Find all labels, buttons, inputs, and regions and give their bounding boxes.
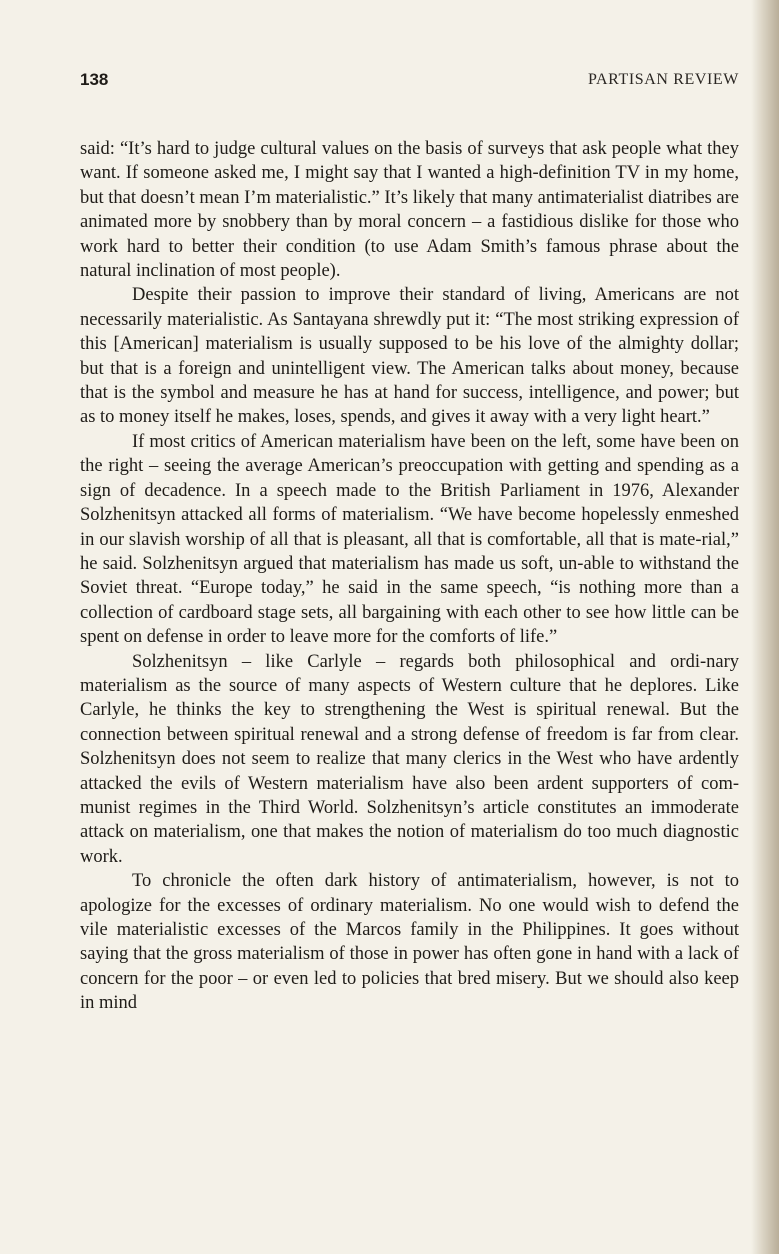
paragraph-2: Despite their passion to improve their standard of living, Americans are not necessarily materialistic. As Santayana shrewdly put it: “The most striking expression of this [American] materialism is usually supposed to be his love of the almighty dollar; but that is a foreign and unintelligent view. The American talks about money, because that is the symbol and measure he has at hand for success, intelligence, and power; but as to money itself he makes, loses, spends, and gives it away with a very light heart.” xyxy=(80,285,739,428)
paragraph-3: If most critics of American materialism have been on the left, some have been on the right – seeing the average American’s preoccupation with getting and spending as a sign of decadence. In a speech made to the British Parliament in 1976, Alexander Solzhenitsyn attacked all forms of materialism. “We have become hopelessly enmeshed in our slavish worship of all that is pleasant, all that is comfortable, all that is mate-rial,” he said. Solzhenitsyn argued that materialism has made us soft, un-able to withstand the Soviet threat. “Europe today,” he said in the same speech, “is nothing more than a collection of cardboard stage sets, all bargaining with each other to see how little can be spent on defense in order to leave more for the comforts of life.” xyxy=(80,431,739,648)
page-edge-shadow xyxy=(751,0,779,1254)
journal-title: PARTISAN REVIEW xyxy=(587,71,739,88)
paragraph-5: To chronicle the often dark history of antimaterialism, however, is not to apologize for the excesses of ordinary materialism. No one would wish to defend the vile materialistic excesses of the Marcos family in the Philippines. It goes without saying that the gross materialism of those in power has often gone in hand with a lack of concern for the poor – or even led to policies that bred misery. But we should also keep in mind xyxy=(80,871,739,1014)
body-text xyxy=(80,137,739,1016)
paragraph-4: Solzhenitsyn – like Carlyle – regards both philosophical and ordi-nary materialism as the source of many aspects of Western culture that he deplores. Like Carlyle, he thinks the key to strengthening the West is spiritual renewal. But the connection between spiritual renewal and a strong defense of freedom is far from clear. Solzhenitsyn does not seem to realize that many clerics in the West who have ardently attacked the evils of Western materialism have also been ardent supporters of com-munist regimes in the Third World. Solzhenitsyn’s article constitutes an immoderate attack on materialism, one that makes the notion of materialism do too much diagnostic work. xyxy=(80,651,739,867)
paragraph-1: said: “It’s hard to judge cultural values on the basis of surveys that ask people what they want. If someone asked me, I might say that I wanted a high-definition TV in my home, but that doesn’t mean I’m materialistic.” It’s likely that many antimaterialist diatribes are animated more by snobbery than by moral concern – a fastidious dislike for those who work hard to better their condition (to use Adam Smith’s famous phrase about the natural inclination of most people). xyxy=(80,139,739,282)
running-head xyxy=(80,70,739,94)
page-number: 138 xyxy=(80,70,109,89)
